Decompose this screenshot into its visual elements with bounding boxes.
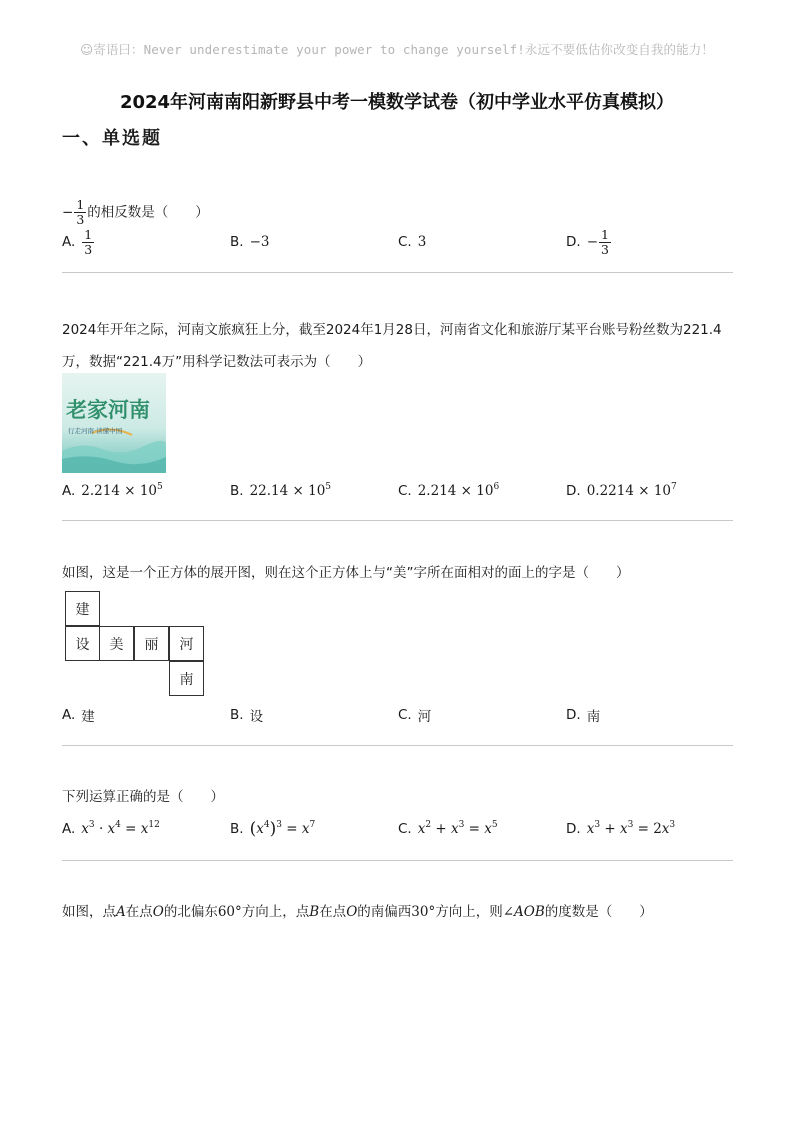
q1-minus: − <box>62 204 74 221</box>
frac-denominator: 3 <box>84 241 93 257</box>
option-a[interactable] <box>62 700 95 730</box>
net-face-bottom: 南 <box>169 661 204 696</box>
option-value: 建 <box>81 709 95 725</box>
option-label: D. <box>566 234 581 250</box>
exam-title: 2024年河南南阳新野县中考一模数学试卷（初中学业水平仿真模拟） <box>119 92 675 113</box>
option-sign: − <box>586 234 598 250</box>
option-label: C. <box>398 821 412 837</box>
option-value: 设 <box>249 709 264 725</box>
angle-value: 30° <box>411 904 436 920</box>
question-divider <box>62 272 733 273</box>
option-c[interactable] <box>398 814 498 844</box>
net-face-1: 设 <box>65 626 100 661</box>
option-expression: $x^3 + x^3 = 2x^3$ <box>586 820 676 837</box>
option-fraction <box>82 228 94 257</box>
question-2-stem <box>62 314 742 378</box>
option-label: A. <box>62 234 76 250</box>
question-divider <box>62 745 733 746</box>
option-a[interactable] <box>62 476 163 506</box>
option-expression: $x^3 \cdot x^4 = x^{12}$ <box>81 820 160 837</box>
option-label: A. <box>62 483 76 499</box>
section-heading: 一、单选题 <box>62 128 162 149</box>
option-value <box>587 483 677 499</box>
frac-numerator: 1 <box>601 226 609 242</box>
question-4-options <box>62 814 742 844</box>
angle-name: ∠AOB <box>502 904 545 920</box>
option-label: C. <box>398 707 412 723</box>
option-value: 南 <box>586 709 601 725</box>
option-value <box>250 483 331 499</box>
q5-text: 的度数是（ ） <box>544 904 653 920</box>
option-label: D. <box>566 707 581 723</box>
frac-numerator: 1 <box>76 197 85 212</box>
image-subtitle: 行走河南·读懂中国 <box>68 427 123 435</box>
henan-tourism-image <box>62 373 166 473</box>
option-label: C. <box>398 234 412 250</box>
q1-stem-text: 的相反数是（ ） <box>87 204 209 221</box>
image-calligraphy-title: 老家河南 <box>66 397 150 422</box>
option-label: B. <box>230 483 244 499</box>
question-4-stem: 下列运算正确的是（ ） <box>62 789 224 805</box>
option-expression: $x^2 + x^3 = x^5$ <box>417 820 498 837</box>
question-5-stem <box>62 902 742 922</box>
option-value <box>418 483 499 499</box>
option-c[interactable] <box>398 476 499 506</box>
question-3-options <box>62 700 742 730</box>
frac-numerator: 1 <box>84 226 93 242</box>
smiley-icon: ☺ <box>80 42 94 57</box>
sci-base: 0.2214 × 10 <box>586 483 671 499</box>
option-b[interactable] <box>230 476 331 506</box>
question-3-stem: 如图，这是一个正方体的展开图，则在这个正方体上与“美”字所在面相对的面上的字是（ ） <box>62 565 630 581</box>
question-divider <box>62 520 733 521</box>
option-label: B. <box>230 707 244 723</box>
point-o: O <box>346 904 358 920</box>
q2-stem-line-2: 万，数据“221.4万”用科学记数法可表示为（ ） <box>62 354 372 370</box>
option-c[interactable] <box>398 227 426 257</box>
frac-denominator: 3 <box>601 241 609 257</box>
q5-text: 在点 <box>125 904 153 920</box>
option-label: B. <box>230 234 244 250</box>
frac-denominator: 3 <box>76 212 85 227</box>
sci-exponent: 5 <box>325 482 332 492</box>
option-label: A. <box>62 821 76 837</box>
q5-text: 的南偏西 <box>357 904 412 920</box>
q2-stem-line-1: 2024年开年之际，河南文旅疯狂上分，截至2024年1月28日，河南省文化和旅游厅某平台账号粉丝数为221.4 <box>62 322 722 338</box>
q5-text: 方向上，点 <box>241 904 310 920</box>
option-label: D. <box>566 483 581 499</box>
sci-base: 22.14 × 10 <box>249 483 326 499</box>
net-face-2: 美 <box>99 626 134 661</box>
question-2-options <box>62 476 742 506</box>
sci-exponent: 5 <box>157 482 163 492</box>
option-value: 3 <box>417 234 427 250</box>
option-label: D. <box>566 821 581 837</box>
sci-exponent: 6 <box>493 482 500 492</box>
net-face-top: 建 <box>65 591 100 626</box>
option-value <box>81 483 162 499</box>
option-a[interactable] <box>62 814 160 844</box>
option-b[interactable] <box>230 700 263 730</box>
option-d[interactable] <box>566 227 612 257</box>
option-label: A. <box>62 707 76 723</box>
option-value: 河 <box>417 709 432 725</box>
point-o: O <box>152 904 164 920</box>
option-c[interactable] <box>398 700 431 730</box>
option-label: B. <box>230 821 244 837</box>
q5-text: 在点 <box>319 904 347 920</box>
option-a[interactable] <box>62 227 95 257</box>
net-face-3: 丽 <box>134 626 169 661</box>
question-1-options <box>62 227 742 257</box>
option-value: −3 <box>249 234 270 250</box>
sci-exponent: 7 <box>671 482 677 492</box>
question-1-stem <box>62 198 742 227</box>
option-expression: $(x^4)^3 = x^7$ <box>249 819 316 839</box>
q5-text: 的北偏东 <box>163 904 218 920</box>
option-b[interactable] <box>230 227 269 257</box>
option-fraction <box>599 228 611 257</box>
sci-base: 2.214 × 10 <box>417 483 494 499</box>
question-divider <box>62 860 733 861</box>
motto-banner <box>0 40 794 58</box>
option-d[interactable] <box>566 700 600 730</box>
q5-text: 如图，点 <box>62 904 116 920</box>
point-b: B <box>309 904 320 920</box>
q5-text: 方向上，则 <box>435 904 503 920</box>
net-face-4: 河 <box>169 626 204 661</box>
sci-base: 2.214 × 10 <box>81 483 158 499</box>
option-b[interactable] <box>230 814 315 844</box>
option-d[interactable] <box>566 814 675 844</box>
motto-text: 寄语曰：Never underestimate your power to change yourself!永远不要低估你改变自我的能力！ <box>93 42 714 57</box>
option-label: C. <box>398 483 412 499</box>
point-a: A <box>116 904 126 920</box>
q1-fraction <box>74 198 86 227</box>
angle-value: 60° <box>217 904 242 920</box>
option-d[interactable] <box>566 476 677 506</box>
